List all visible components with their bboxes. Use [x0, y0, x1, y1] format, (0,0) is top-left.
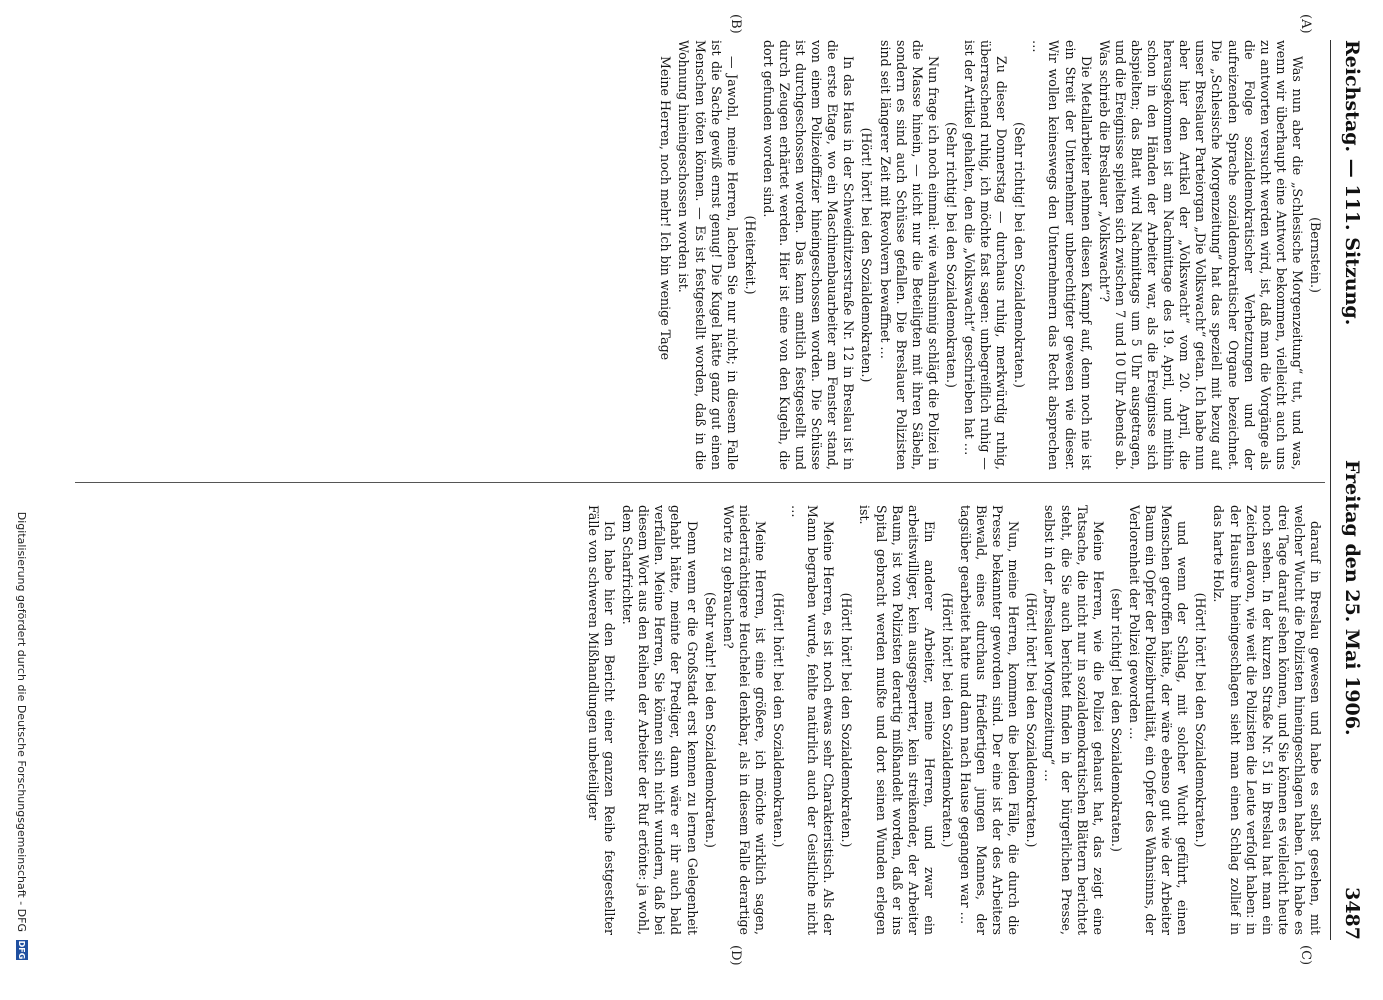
left-column-paragraph: Die Metallarbeiter nehmen diesen Kampf auf, denn noch nie ist ein Streit der Unternehmer unberechtigter gewesen wie dieser. Wir wollen keineswegs den Unternehmern das Recht absprechen …	[1030, 40, 1094, 470]
left-column-paragraph: Zu dieser Donnerstag — durchaus ruhig, merkwürdig ruhig, überraschend ruhig, ich möchte fast sagen: unbegreiflich ruhig — ist der Artikel gehalten, den die „Volkswacht“ geschrieben hat …	[962, 40, 1010, 470]
page-footer	[11, 60, 33, 960]
right-column-paragraph: Nun, meine Herren, kommen die beiden Fälle, die durch die Presse bekannter geworden sind. Der eine ist der des Arbeiters Biewald, eines durchaus friedfertigen jungen Mannes, der tagsüber gearbeitet hatte und dann nach Hause gegangen war …	[958, 505, 1022, 935]
left-column-paragraph: (Sehr richtig! bei den Sozialdemokraten.)	[1012, 122, 1028, 388]
left-column	[83, 40, 1323, 470]
left-column-paragraph: (Bernstein.)	[1308, 217, 1323, 293]
margin-mark-a: (A)	[1298, 14, 1313, 34]
right-column-paragraph: (Hört! hört! bei den Sozialdemokraten.)	[939, 592, 955, 848]
header-date: Freitag den 25. Mai 1906.	[1341, 460, 1363, 736]
header-rule	[1330, 40, 1331, 940]
right-column-paragraph: (Hört! hört! bei den Sozialdemokraten.)	[1193, 592, 1209, 848]
right-column-paragraph: (Hört! hört! bei den Sozialdemokraten.)	[839, 592, 855, 848]
right-column-paragraph: (sehr richtig! bei den Sozialdemokraten.)	[1108, 588, 1124, 852]
right-column-paragraph: Meine Herren, es ist noch etwas sehr Charakteristisch. Als der Mann begraben wurde, fehlte natürlich auch der Geistliche nicht …	[789, 505, 837, 935]
margin-mark-c: (C)	[1298, 945, 1313, 966]
right-column	[83, 505, 1323, 935]
left-column-paragraph: — Jawohl, meine Herren, lachen Sie nur nicht; in diesem Falle ist die Sache gewiß ernst genug! Die Kugel hätte ganz gut einen Menschen töten können. — Es ist festgestellt worden, daß in die Wohnung hineingeschossen worden ist.	[676, 40, 740, 470]
right-column-paragraph: Meine Herren, wie die Polizei gehaust hat, das zeigt eine Tatsache, die nicht nur in sozialdemokratischen Blättern berichtet steht, die Sie auch berichtet finden in der bürgerlichen Presse, selbst in der „Breslauer Morgenzeitung“ …	[1042, 505, 1106, 935]
right-column-paragraph: Ich habe hier den Bericht einer ganzen Reihe festgestellter Fälle von schweren Mißhandlungen unbeteiligter	[585, 505, 618, 935]
page-header	[1331, 40, 1371, 940]
right-column-paragraph: Ein anderer Arbeiter, meine Herren, und zwar ein arbeitswilliger, kein ausgesperrter, kein streikender, der Arbeiter Baum, ist von Polizisten derartig mißhandelt worden, daß er ins Spital gebracht werden mußte und dort seinen Wunden erlegen ist.	[857, 505, 937, 935]
right-column-paragraph: (Hört! hört! bei den Sozialdemokraten.)	[771, 592, 786, 848]
margin-mark-d: (D)	[728, 945, 743, 966]
left-column-paragraph: (Sehr richtig! bei den Sozialdemokraten.)	[943, 122, 959, 388]
footer-text: Digitalisierung gefördert durch die Deutsche Forschungsgemeinschaft - DFG	[15, 511, 29, 932]
dfg-logo: DFG	[17, 940, 27, 960]
left-column-paragraph: In das Haus in der Schweidnitzerstraße Nr. 12 in Breslau ist in die erste Etage, wo ein Maschinenbauarbeiter am Fenster stand, von einem Polizeioffizier hineingeschossen worden. Die Schüsse ist durchgeschossen worden. Das kann amtlich festgestellt und durch Zeugen erhärtet werden. Hier ist eine von den Kugeln, die dort gefunden worden sind.	[760, 40, 857, 470]
right-column-paragraph: Meine Herren, ist eine größere, ich möchte wirklich sagen, niederträchtigere Heuchelei denkbar, als in diesem Falle derartige Worte zu gebrauchen?	[720, 505, 768, 935]
header-left: Reichstag. — 111. Sitzung.	[1341, 40, 1363, 326]
left-column-paragraph: Was nun aber die „Schlesische Morgenzeitung“ tut, und was, wenn wir überhaupt eine Antwort bekommen, vielleicht auch uns zu antworten versucht werden wird, ist, daß man die Vorgänge als die Folge sozialdemokratischer Verhetzungen und der aufreizenden Sprache sozialdemokratischer Organe bezeichnet. Die „Schlesische Morgenzeitung“ hat das speziell mit bezug auf unser Breslauer Parteiorgan „Die Volkswacht“ getan. Ich habe nun aber hier den Artikel der „Volkswacht“ vom 20. April, die herausgekommen ist am Nachmittage des 19. April, und mithin schon in den Händen der Arbeiter war, als die Ereignisse sich abspielten; das Blatt wird Nachmittags um 5 Uhr ausgetragen, und die Ereignisse spielten sich zwischen 7 und 10 Uhr Abends ab. Was schrieb die Breslauer „Volkswacht“?	[1096, 40, 1305, 470]
left-column-paragraph: Nun frage ich noch einmal: wie wahnsinnig schlägt die Polizei in die Masse hinein, — nicht nur die Beteiligten mit ihren Säbeln, sondern es sind auch Schüsse gefallen. Die Breslauer Polizisten sind seit längerer Zeit mit Revolvern bewaffnet …	[877, 40, 941, 470]
right-column-paragraph: (Hört! hört! bei den Sozialdemokraten.)	[1024, 592, 1040, 848]
right-column-paragraph: (Sehr wahr! bei den Sozialdemokraten.)	[702, 592, 718, 848]
left-column-paragraph: (Hört! hört! bei den Sozialdemokraten.)	[859, 127, 875, 383]
left-column-paragraph: Meine Herren, noch mehr! Ich bin wenige Tage	[658, 56, 674, 361]
right-column-paragraph: darauf in Breslau gewesen und habe es selbst gesehen, mit welcher Wucht die Polizisten hineingeschlagen haben. Ich habe es drei Tage darauf sehen können, und Sie können es vielleicht heute noch sehen. In der kurzen Straße Nr. 51 in Breslau hat man ein Zeichen davon, wie weit die Polizisten die Leute verfolgt haben: in der Hausüre hineingeschlagen sieht man einen Schlag zollief in das harte Holz.	[1211, 505, 1323, 935]
page-number: 3487	[1341, 887, 1363, 940]
column-divider	[75, 482, 1325, 483]
right-column-paragraph: und wenn der Schlag, mit solcher Wucht geführt, einen Menschen getroffen hätte, der wäre ebenso gut wie der Arbeiter Baum ein Opfer der Polizeibrutalität, ein Opfer des Wahnsinns, der Verlorenheit der Polizei geworden …	[1126, 505, 1191, 935]
left-column-paragraph: (Heiterkeit.)	[742, 215, 758, 295]
margin-mark-b: (B)	[728, 14, 743, 34]
right-column-paragraph: Denn wenn er die Großstadt erst kennen zu lernen Gelegenheit gehabt hätte, meinte der Prediger, dann wäre er ihr auch bald verfallen. Meine Herren, Sie können sich nicht wundern, daß bei diesem Wort aus den Reihen der Arbeiter der Ruf ertönte: ja wohl, dem Scharfrichter.	[620, 505, 700, 935]
